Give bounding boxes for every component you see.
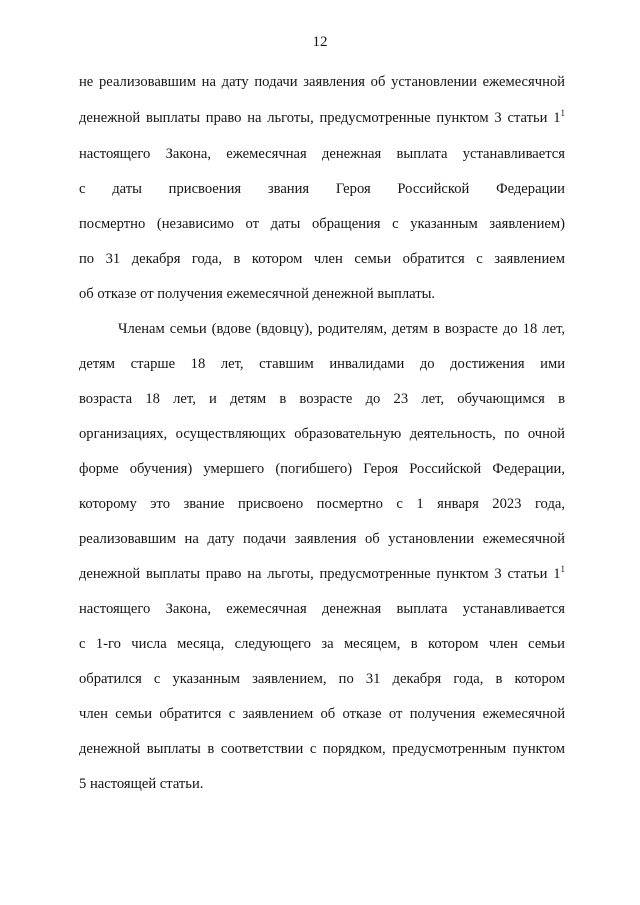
- text-line: организациях, осуществляющих образовательную деятельность, по очной: [79, 426, 565, 442]
- page-number: 12: [312, 34, 328, 50]
- text-line: которому это звание присвоено посмертно с 1 января 2023 года,: [79, 496, 565, 512]
- text-line: настоящего Закона, ежемесячная денежная выплата устанавливается: [79, 146, 565, 162]
- text-line: возраста 18 лет, и детям в возрасте до 23 лет, обучающимся в: [79, 391, 565, 407]
- text-line: настоящего Закона, ежемесячная денежная выплата устанавливается: [79, 601, 565, 617]
- text-line: с 1-го числа месяца, следующего за месяцем, в котором член семьи: [79, 636, 565, 652]
- text-line: обратился с указанным заявлением, по 31 декабря года, в котором: [79, 671, 565, 687]
- text-line: денежной выплаты право на льготы, предусмотренные пунктом 3 статьи $1^1$: [79, 108, 565, 126]
- text-line: об отказе от получения ежемесячной денежной выплаты.: [79, 286, 436, 302]
- text-line: не реализовавшим на дату подачи заявления об установлении ежемесячной: [79, 74, 565, 90]
- text-line: Членам семьи (вдове (вдовцу), родителям, детям в возрасте до 18 лет,: [118, 321, 565, 337]
- text-line: денежной выплаты право на льготы, предусмотренные пунктом 3 статьи $1^1$: [79, 564, 565, 582]
- text-line: 5 настоящей статьи.: [79, 776, 204, 792]
- text-line: с даты присвоения звания Героя Российской Федерации: [79, 181, 565, 197]
- text-line: член семьи обратится с заявлением об отказе от получения ежемесячной: [79, 706, 565, 722]
- superscript: 1: [560, 108, 565, 118]
- text-line: денежной выплаты в соответствии с порядком, предусмотренным пунктом: [79, 741, 565, 757]
- text-line: детям старше 18 лет, ставшим инвалидами до достижения ими: [79, 356, 565, 372]
- text-line: по 31 декабря года, в котором член семьи обратится с заявлением: [79, 251, 565, 267]
- text-line: посмертно (независимо от даты обращения с указанным заявлением): [79, 216, 565, 232]
- text-line: форме обучения) умершего (погибшего) Героя Российской Федерации,: [79, 461, 565, 477]
- text-line: реализовавшим на дату подачи заявления об установлении ежемесячной: [79, 531, 565, 547]
- superscript: 1: [560, 564, 565, 574]
